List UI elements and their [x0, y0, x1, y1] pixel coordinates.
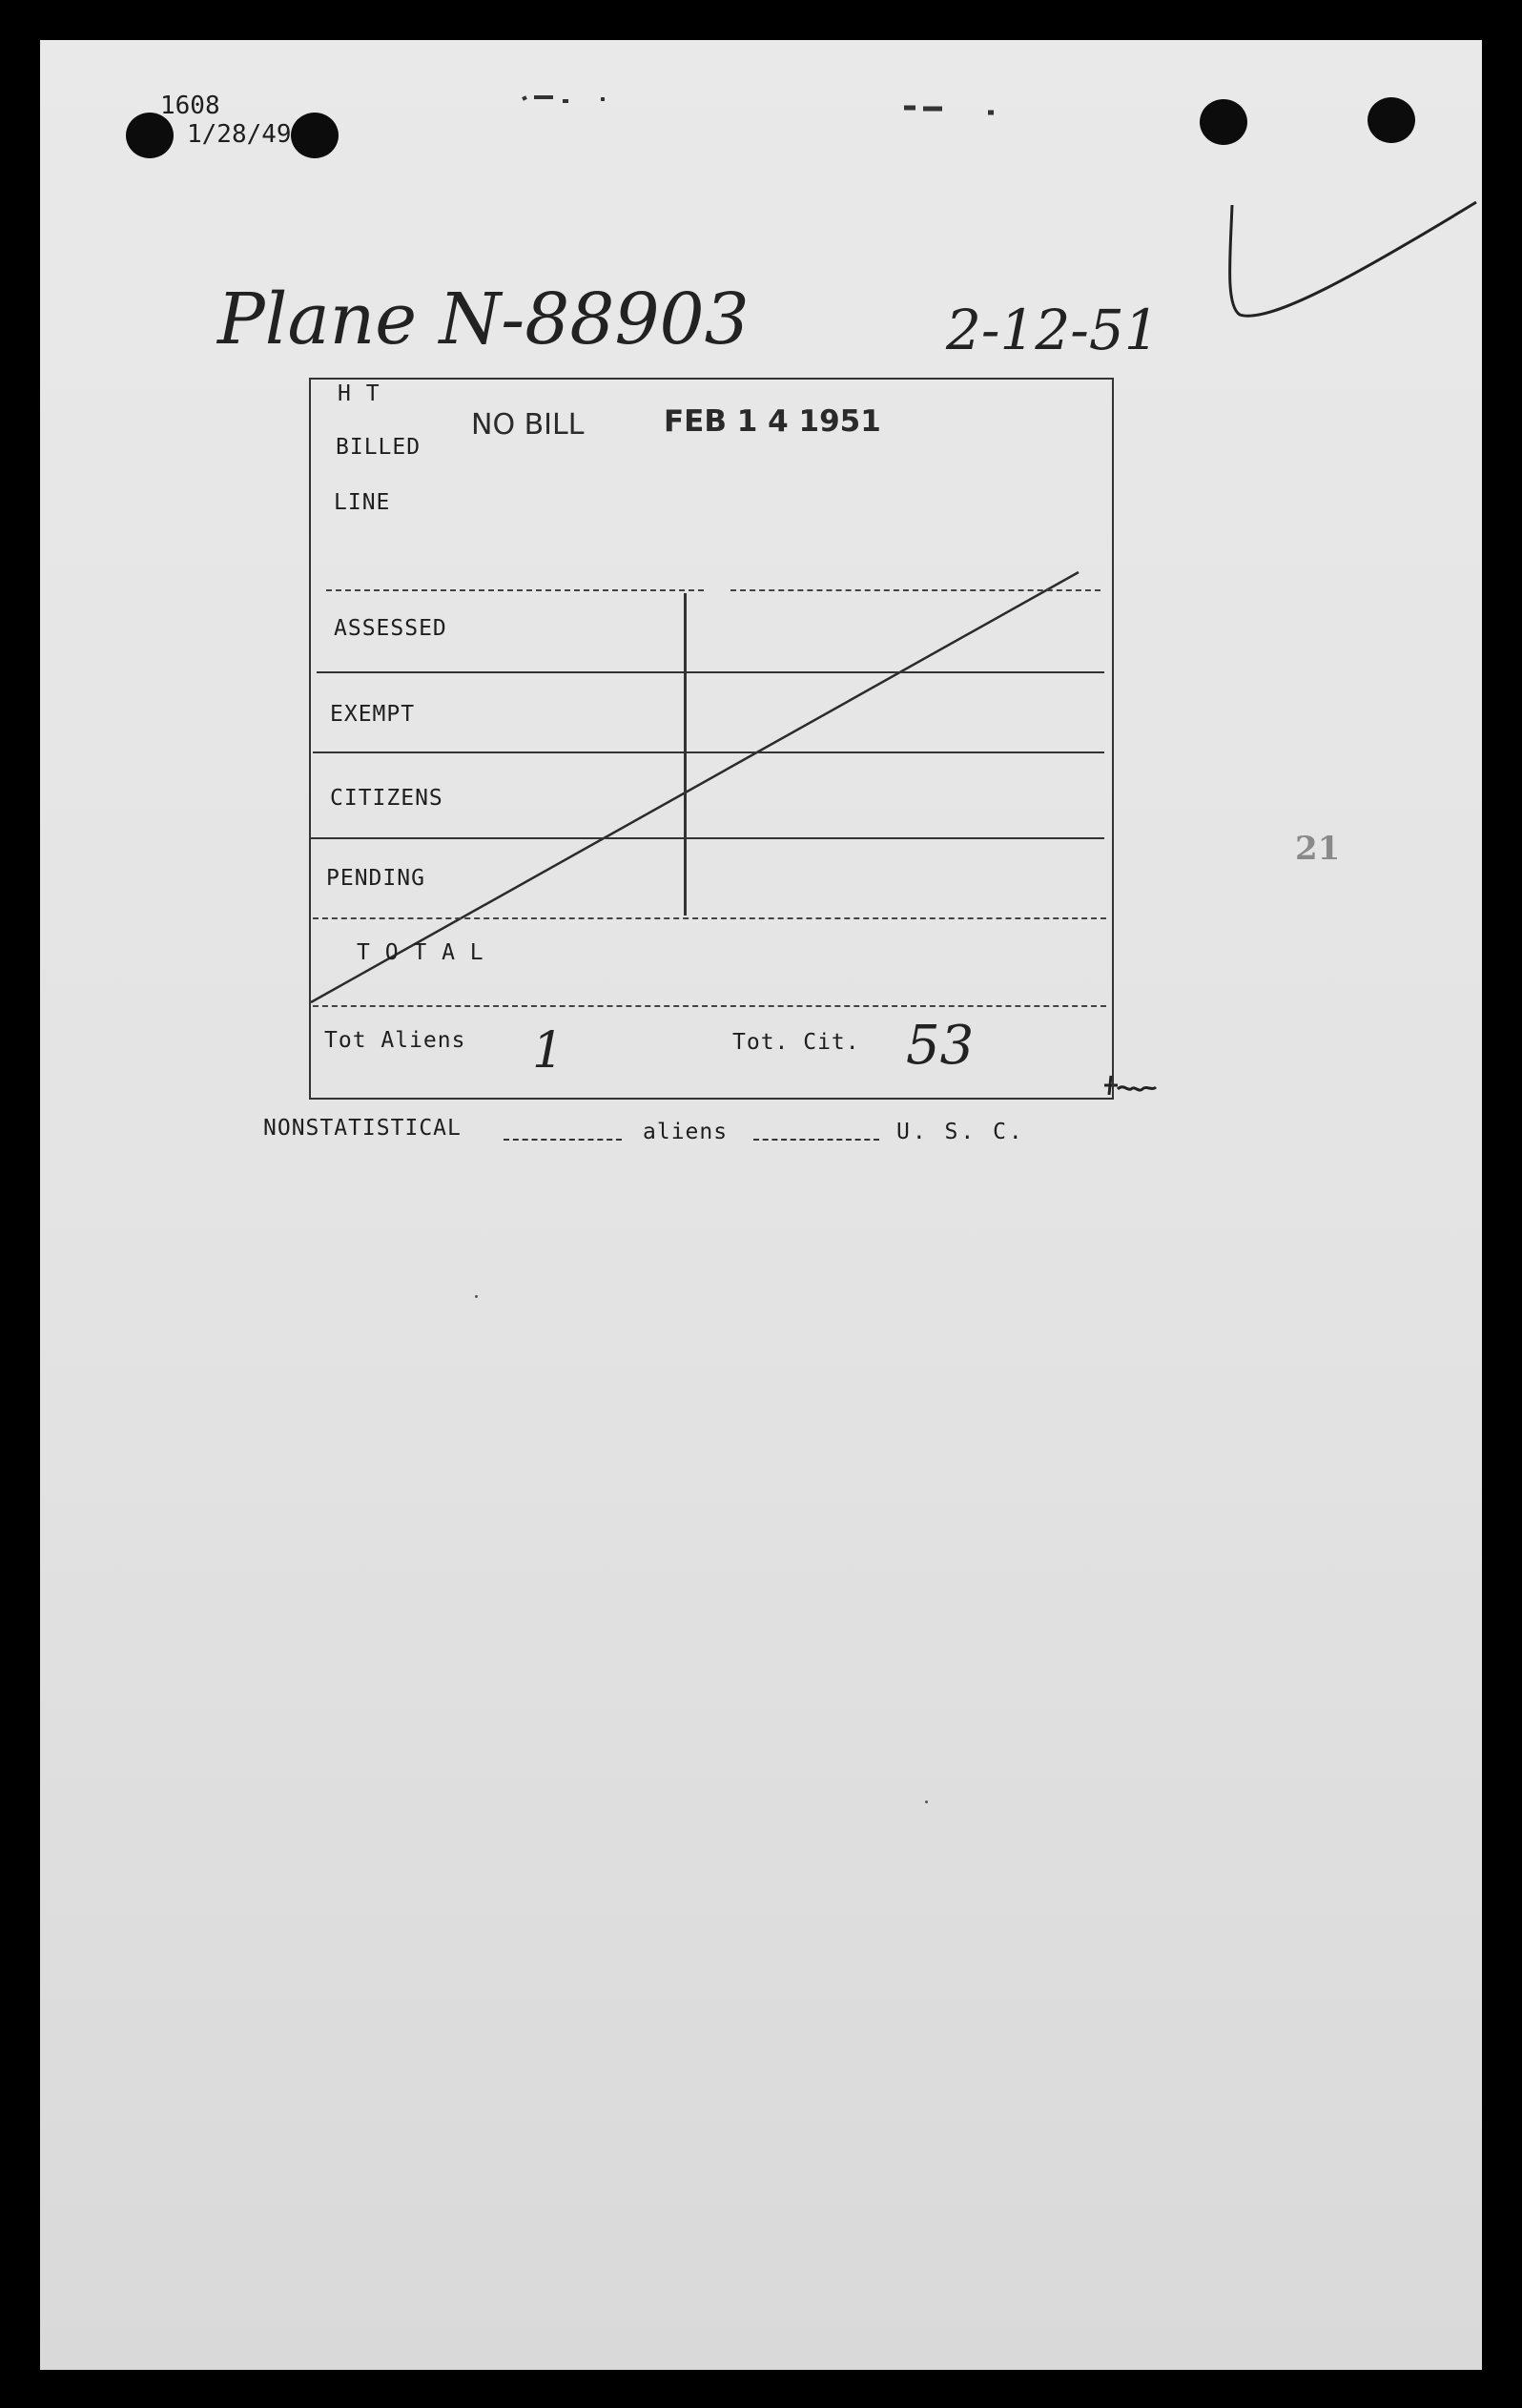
manifest-table	[309, 378, 1114, 1100]
nonstatistical-blank	[504, 1139, 622, 1141]
form-date: 1/28/49	[187, 120, 292, 149]
tot-cit-value: 53	[906, 1015, 975, 1077]
nonstatistical-label: NONSTATISTICAL	[263, 1116, 462, 1141]
form-number: 1608	[160, 92, 220, 120]
line-label: LINE	[334, 490, 391, 515]
date-stamp: FEB 1 4 1951	[664, 404, 881, 439]
page-number: 21	[1295, 830, 1341, 868]
speck	[475, 1295, 478, 1298]
divider	[311, 837, 1104, 839]
divider	[730, 589, 1100, 591]
total-label: T O T A L	[357, 940, 484, 965]
speck	[925, 1801, 928, 1803]
assessed-label: ASSESSED	[334, 616, 447, 641]
divider	[313, 1005, 1106, 1007]
no-bill-stamp: NO BILL	[471, 408, 585, 442]
plane-number-handwritten: Plane N-88903	[217, 278, 750, 360]
initials-handwritten	[1114, 1068, 1116, 1069]
usc-label: U. S. C.	[896, 1120, 1025, 1144]
aliens-blank	[753, 1139, 879, 1141]
divider	[313, 751, 1104, 753]
billed-label: BILLED	[336, 435, 422, 460]
tot-cit-label: Tot. Cit.	[732, 1030, 860, 1055]
date-handwritten: 2-12-51	[946, 298, 1160, 362]
exempt-label: EXEMPT	[330, 702, 416, 727]
citizens-label: CITIZENS	[330, 786, 443, 811]
divider	[317, 671, 1104, 673]
tot-aliens-value: 1	[532, 1022, 565, 1080]
divider	[326, 589, 704, 591]
pending-label: PENDING	[326, 866, 425, 891]
divider	[313, 917, 1106, 919]
aliens-label: aliens	[643, 1120, 729, 1144]
column-divider	[684, 593, 687, 916]
tot-aliens-label: Tot Aliens	[324, 1028, 466, 1053]
ht-label: H T	[338, 381, 380, 406]
